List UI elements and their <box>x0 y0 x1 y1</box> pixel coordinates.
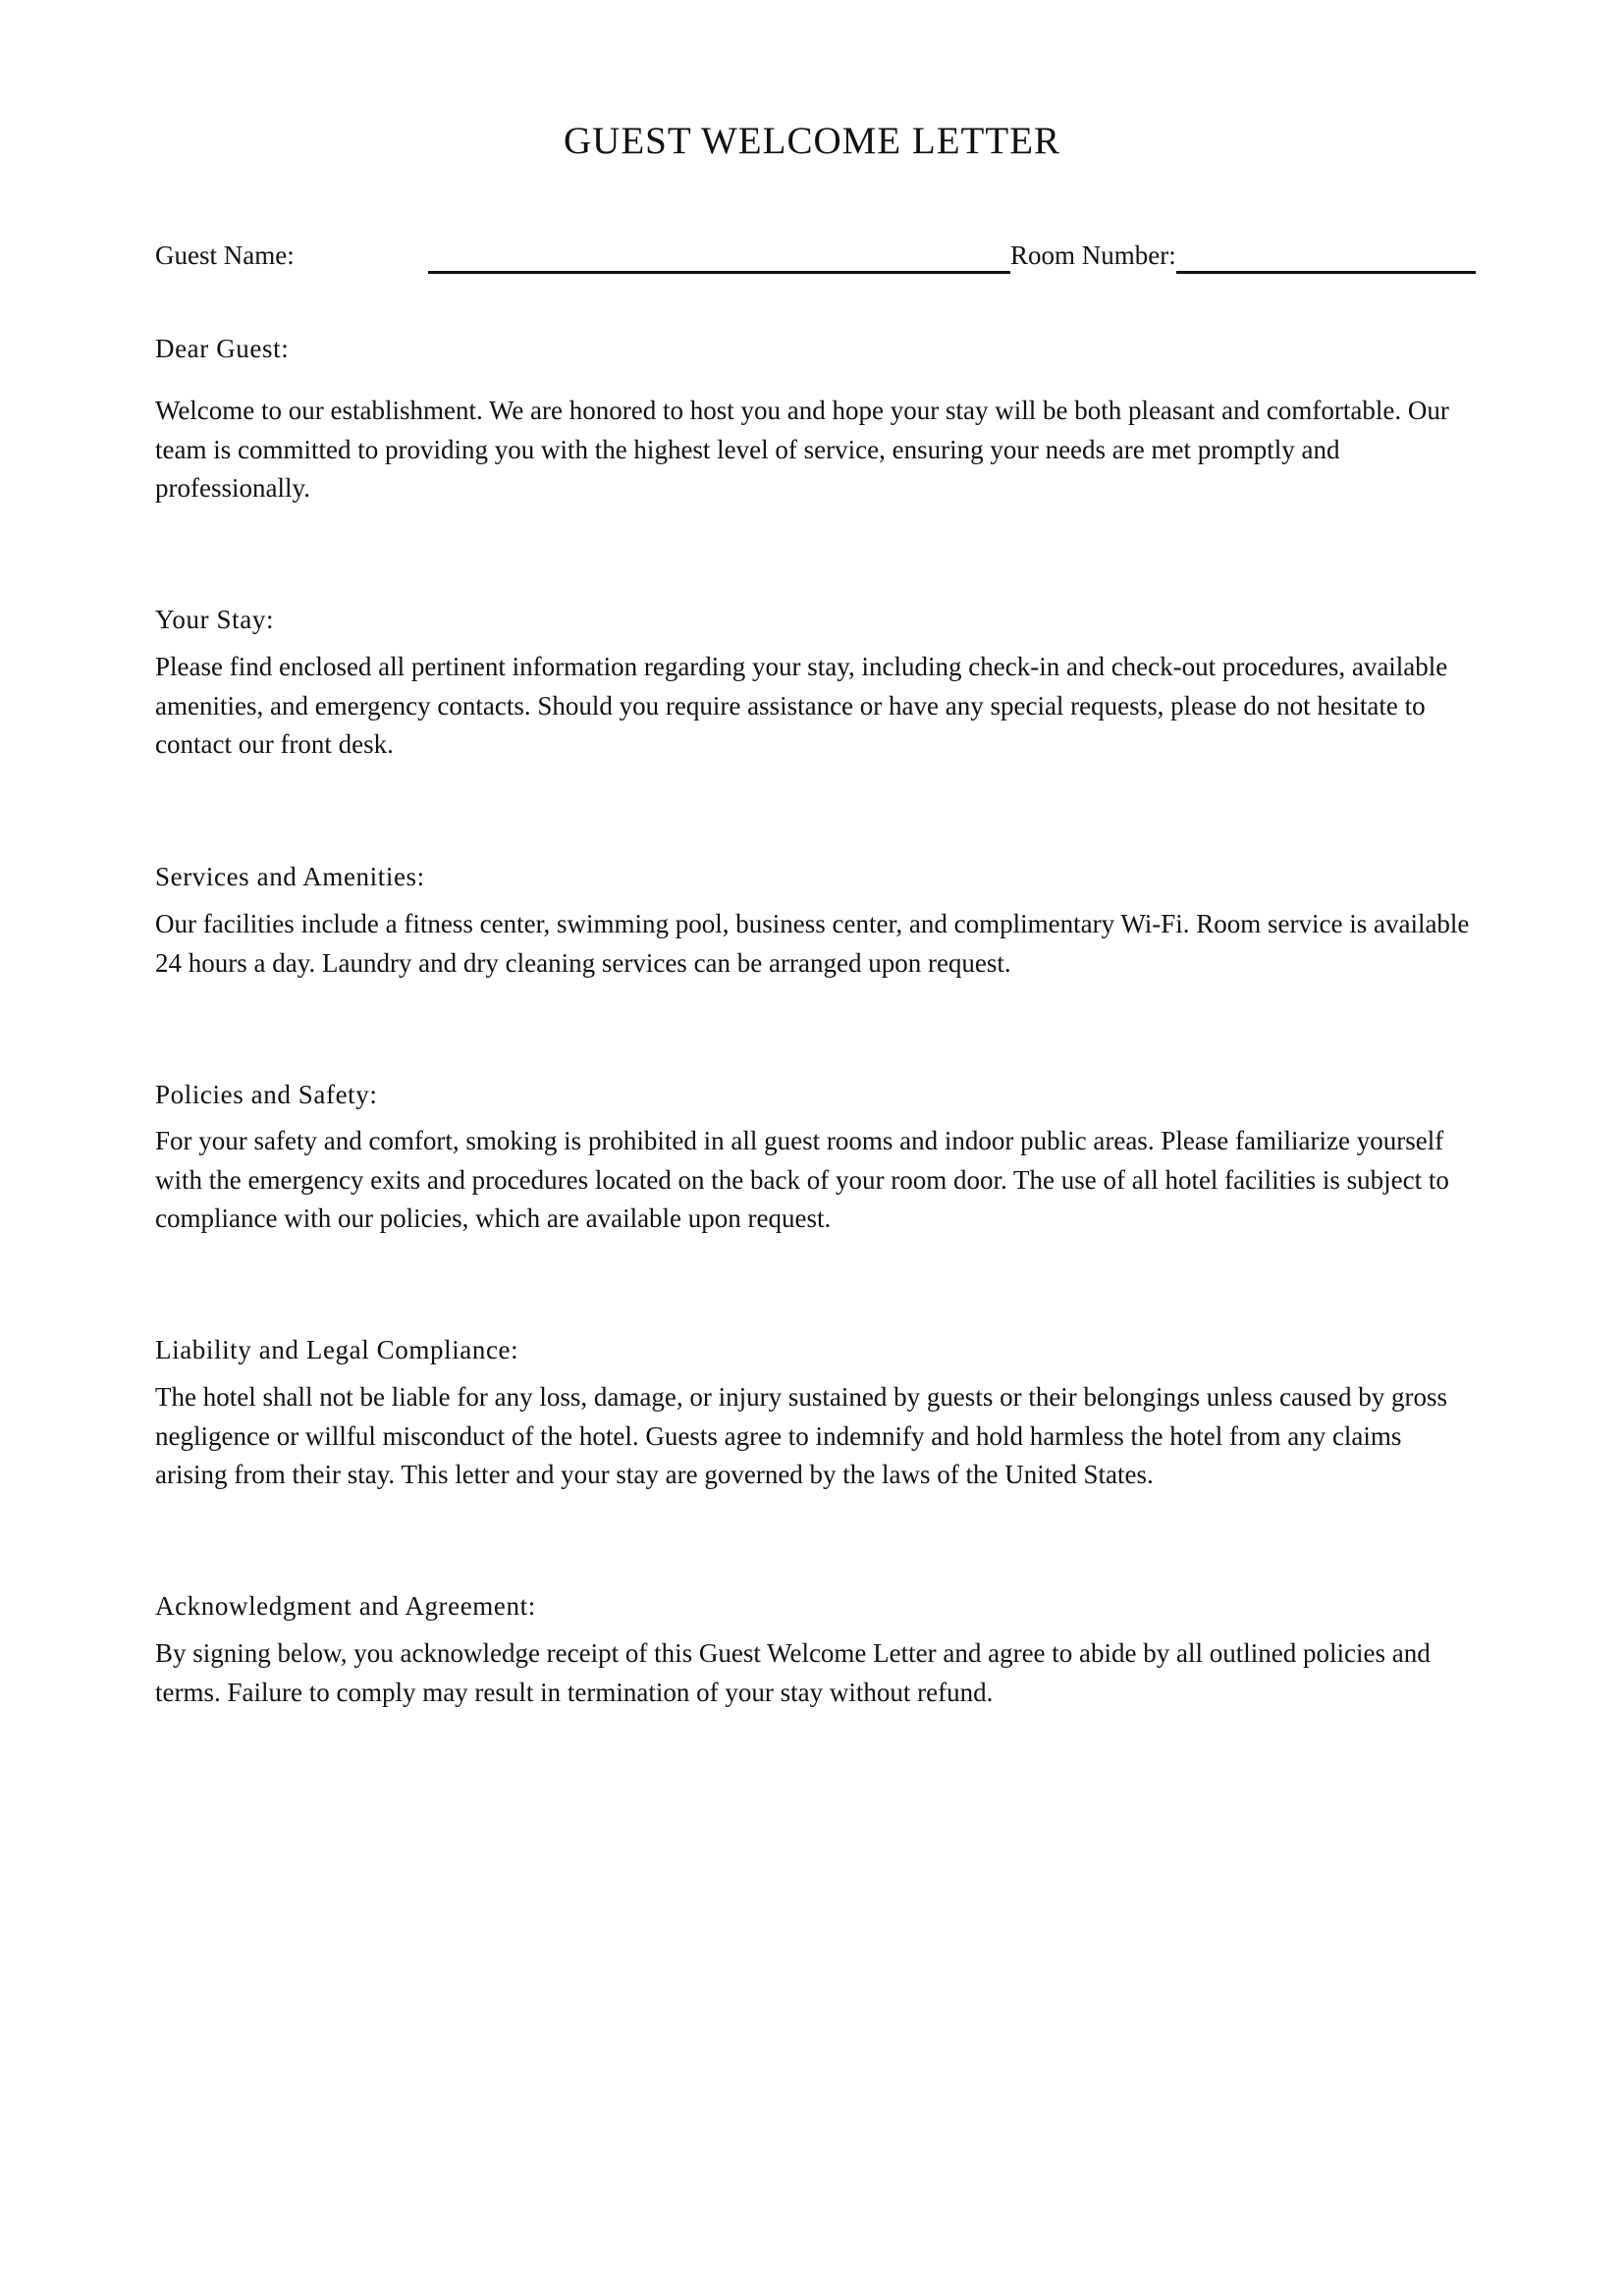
section-body-your-stay: Please find enclosed all pertinent information regarding your stay, including check-in and check-out procedures, available amenities, and emergency contacts. Should you require assistance or have any special requests, please do not hesitate to contact our front desk. <box>155 652 1448 759</box>
salutation: Dear Guest: <box>155 334 290 363</box>
section-heading-liability: Liability and Legal Compliance: <box>155 1335 519 1364</box>
document-title: GUEST WELCOME LETTER <box>563 120 1060 162</box>
section-body-liability: The hotel shall not be liable for any loss, damage, or injury sustained by guests or their belongings unless caused by gross negligence or willful misconduct of the hotel. Guests agree to indemnify and hold harmless the hotel from any claims arising from their stay. This letter and your stay are governed by the laws of the United States. <box>155 1382 1447 1489</box>
guest-info-row <box>155 236 1476 279</box>
guest-name-label: Guest Name: <box>155 240 295 270</box>
section-heading-your-stay: Your Stay: <box>155 605 275 634</box>
section-body-acknowledgment: By signing below, you acknowledge receipt of this Guest Welcome Letter and agree to abide by all outlined policies and terms. Failure to comply may result in termination of your stay without refund. <box>155 1638 1431 1707</box>
room-number-label: Room Number: <box>1010 236 1176 275</box>
guest-name-blank-line[interactable] <box>428 271 1476 274</box>
section-body-policies: For your safety and comfort, smoking is prohibited in all guest rooms and indoor public areas. Please familiarize yourself with the emergency exits and procedures located on the back of your room door. The use of all hotel facilities is subject to compliance with our policies, which are available upon request. <box>155 1126 1449 1233</box>
section-heading-policies: Policies and Safety: <box>155 1080 378 1109</box>
section-heading-services: Services and Amenities: <box>155 862 425 891</box>
section-body-services: Our facilities include a fitness center, swimming pool, business center, and complimentary Wi-Fi. Room service is available 24 hours a day. Laundry and dry cleaning services can be arranged upon request. <box>155 909 1470 978</box>
intro-paragraph: Welcome to our establishment. We are honored to host you and hope your stay will be both pleasant and comfortable. Our team is committed to providing you with the highest level of service, ensuring your needs are met promptly and professionally. <box>155 396 1449 503</box>
section-heading-acknowledgment: Acknowledgment and Agreement: <box>155 1591 536 1621</box>
